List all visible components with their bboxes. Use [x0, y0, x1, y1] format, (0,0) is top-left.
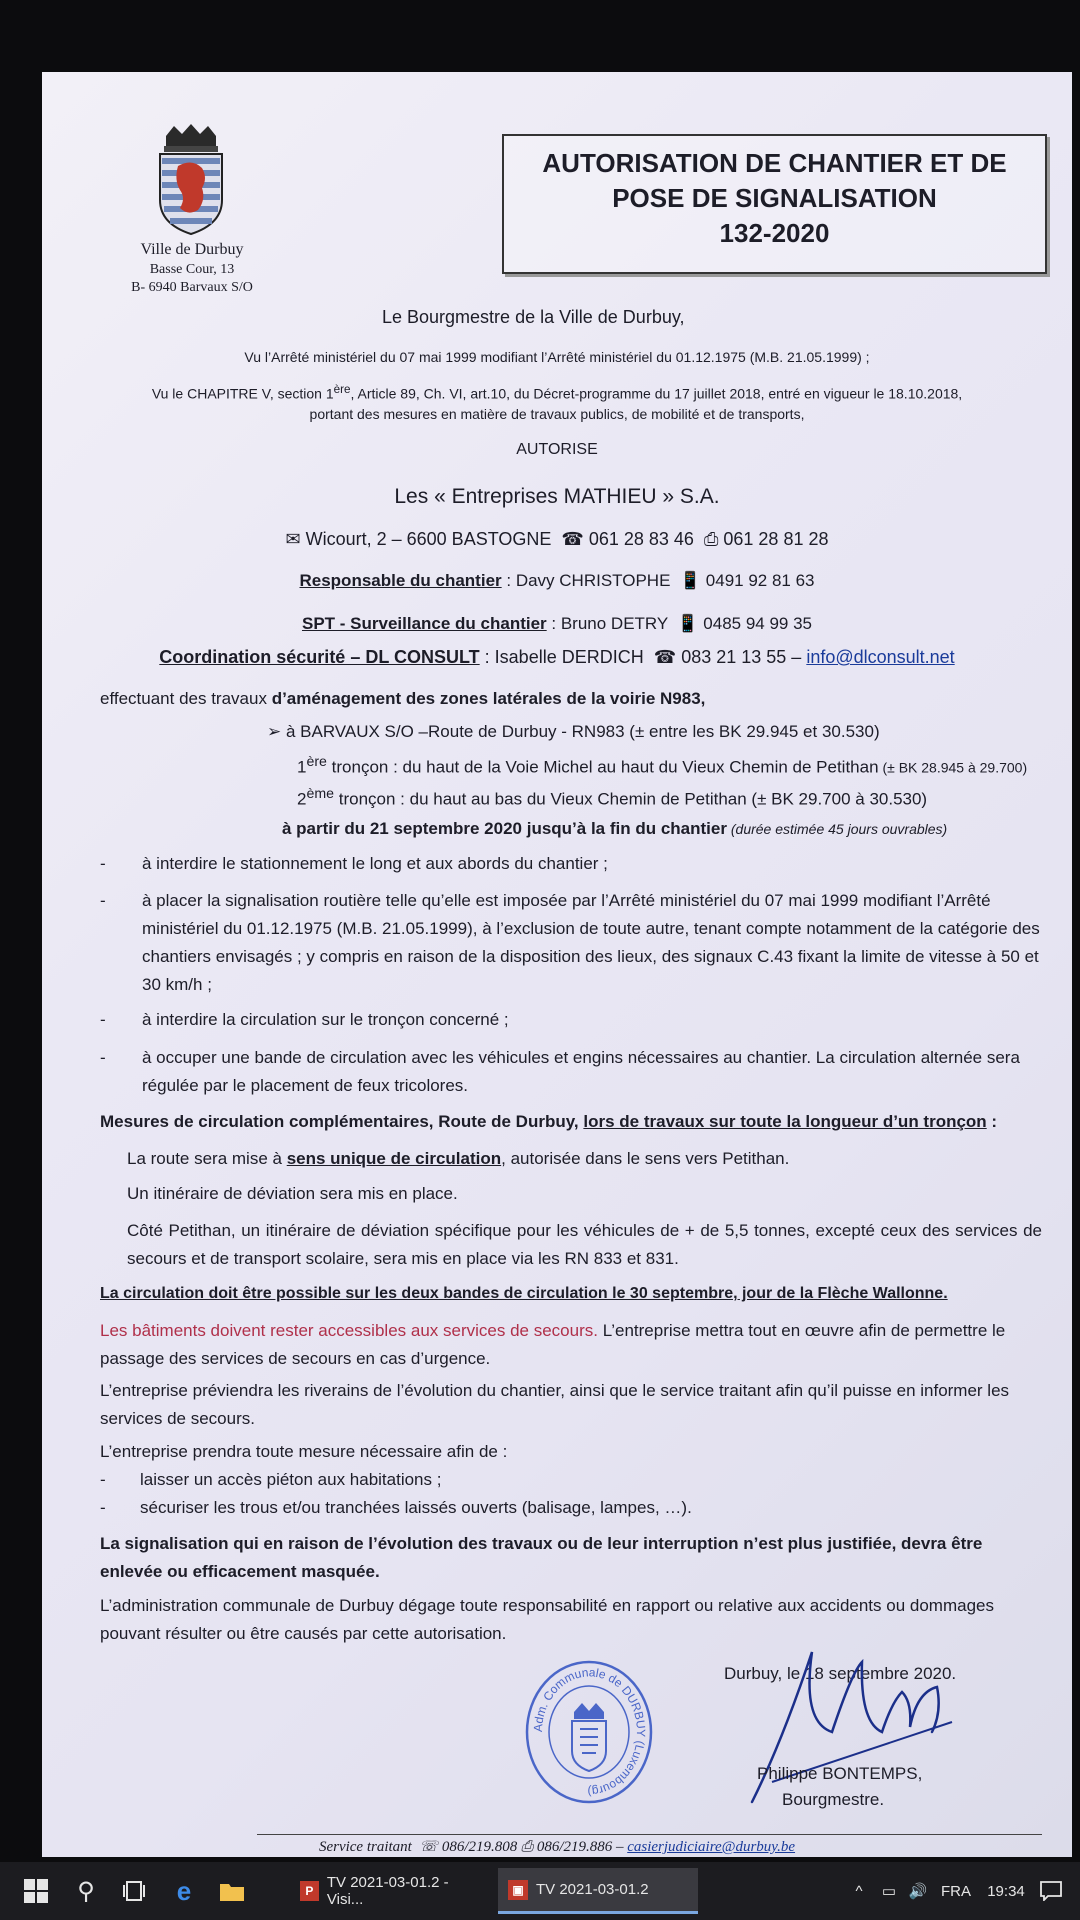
- address-line2: B- 6940 Barvaux S/O: [131, 279, 253, 295]
- troncon1-text: tronçon : du haut de la Voie Michel au haut du Vieux Chemin de Petithan: [326, 757, 879, 777]
- troncon-1: [297, 752, 1027, 780]
- bullet-2: - à placer la signalisation routière telle qu’elle est imposée par l’Arrêté ministériel du 07 mai 1999 modifiant l’Arrêté ministériel du 01.12.1975 (M.B. 21.05.1999), à l’exclusion de toute autre, tenant compte notamment de la catégorie des chantiers envisagés ; y compris en raison de la disposition des lieux, des signaux C.43 fixant la limite de vitesse à 50 et 30 km/h ;: [100, 891, 1040, 994]
- clock[interactable]: 19:34: [987, 1882, 1025, 1900]
- responsable-line: [42, 569, 1072, 594]
- mesures-c: :: [986, 1112, 998, 1131]
- route-1: [127, 1147, 1042, 1172]
- bullet-4-text: à occuper une bande de circulation avec les véhicules et engins nécessaires au chantier. La circulation alternée sera régulée par le placement de feux tricolores.: [142, 1048, 1020, 1095]
- phone-icon: ☏: [415, 1839, 439, 1855]
- arrow-bullet-icon: ➢: [267, 722, 286, 741]
- signalisation: La signalisation qui en raison de l’évolution des travaux ou de leur interruption n’est plus justifiée, devra être enlevée ou efficacement masquée.: [100, 1534, 983, 1581]
- footer-phone: 086/219.808: [438, 1839, 522, 1855]
- footer: [42, 1837, 1072, 1859]
- spt-name: : Bruno DETRY: [546, 614, 668, 633]
- mobile-icon: 📱: [672, 614, 699, 633]
- title-line1: AUTORISATION DE CHANTIER ET DE: [542, 148, 1007, 178]
- route1-c: , autorisée dans le sens vers Petithan.: [501, 1149, 790, 1168]
- battery-icon[interactable]: ▭: [881, 1883, 897, 1900]
- mesure-2: - sécuriser les trous et/ou tranchées laissés ouverts (balisage, lampes, …).: [100, 1498, 692, 1517]
- signer-title: Bourgmestre.: [782, 1790, 885, 1809]
- spt-gsm: 0485 94 99 35: [703, 614, 813, 633]
- city-address-block: [102, 240, 282, 297]
- taskbar-app-powerpoint-1[interactable]: [290, 1868, 490, 1914]
- vu-2-b: , Article 89, Ch. VI, art.10, du Décret-programme du 17 juillet 2018, entré en vigueur le 18.10.2018,: [350, 385, 963, 402]
- bullet-4: - à occuper une bande de circulation avec les véhicules et engins nécessaires au chantier. La circulation alternée sera régulée par le placement de feux tricolores.: [100, 1048, 1020, 1095]
- durbuy-crest-icon: [152, 122, 230, 237]
- vu-2-a: Vu le CHAPITRE V, section 1: [151, 385, 334, 402]
- works-a: effectuant des travaux: [100, 689, 272, 708]
- company-address: Wicourt, 2 – 6600 BASTOGNE: [305, 529, 552, 549]
- resp-label: Responsable du chantier: [299, 571, 502, 590]
- resp-name: : Davy CHRISTOPHE: [501, 571, 671, 590]
- edge-browser-icon[interactable]: e: [176, 1875, 192, 1906]
- resp-gsm: 0491 92 81 63: [705, 571, 815, 590]
- file-explorer-icon[interactable]: [214, 1874, 250, 1908]
- company-contact: [42, 526, 1072, 552]
- powerpoint-icon: P: [300, 1881, 319, 1901]
- mesure-intro: L’entreprise prendra toute mesure nécessaire afin de :: [100, 1442, 508, 1461]
- mesure-2-text: sécuriser les trous et/ou tranchées laissés ouverts (balisage, lampes, …).: [140, 1498, 692, 1517]
- vu-2: [42, 382, 1072, 404]
- vu-2-sup: ère: [333, 383, 351, 396]
- troncon1-sup: ère: [306, 754, 327, 770]
- batiments: [100, 1317, 1042, 1373]
- municipal-stamp: [522, 1657, 657, 1807]
- company-name: Les « Entreprises MATHIEU » S.A.: [394, 485, 720, 508]
- troncon2-sup: ème: [306, 786, 335, 802]
- route1-a: La route sera mise à: [127, 1149, 287, 1168]
- coord-phone: 083 21 13 55 –: [681, 647, 802, 667]
- mesures-b: lors de travaux sur toute la longueur d’un tronçon: [583, 1112, 987, 1131]
- vu-2-line2: portant des mesures en matière de travaux publics, de mobilité et de transports,: [309, 406, 805, 422]
- responsabilite: L’administration communale de Durbuy dégage toute responsabilité en rapport ou relative aux accidents ou dommages pouvant résulter ou être causés par cette autorisation.: [100, 1596, 994, 1643]
- spt-label: SPT - Surveillance du chantier: [301, 614, 547, 633]
- document-page: [42, 72, 1072, 1857]
- troncon2-text: tronçon : du haut au bas du Vieux Chemin de Petithan (± BK 29.700 à 30.530): [334, 789, 928, 809]
- date-line: Durbuy, le 18 septembre 2020.: [724, 1664, 957, 1683]
- troncon1-bk: (± BK 28.945 à 29.700): [878, 759, 1028, 776]
- language-indicator[interactable]: FRA: [941, 1882, 971, 1900]
- taskbar-app2-label: TV 2021-03-01.2: [536, 1881, 649, 1898]
- mobile-icon: 📱: [675, 571, 702, 590]
- footer-divider: [257, 1834, 1042, 1835]
- coord-email-link[interactable]: info@dlconsult.net: [806, 647, 955, 667]
- company-fax: 061 28 81 28: [723, 529, 829, 549]
- period-note: (durée estimée 45 jours ouvrables): [726, 821, 948, 837]
- bullet-1: - à interdire le stationnement le long et aux abords du chantier ;: [100, 854, 608, 873]
- bullet-1-text: à interdire le stationnement le long et aux abords du chantier ;: [142, 854, 608, 873]
- title-line2: POSE DE SIGNALISATION: [612, 183, 937, 214]
- volume-icon[interactable]: 🔊: [908, 1883, 928, 1900]
- footer-label: Service traitant: [318, 1839, 412, 1855]
- mesures-heading: [100, 1110, 1042, 1135]
- coord-label: Coordination sécurité – DL CONSULT: [159, 647, 480, 667]
- troncon2-n: 2: [297, 789, 307, 809]
- coord-name: : Isabelle DERDICH: [479, 647, 644, 667]
- batiments-red: Les bâtiments doivent rester accessibles aux services de secours.: [100, 1321, 598, 1340]
- route1-b: sens unique de circulation: [286, 1149, 502, 1168]
- taskbar-app1-label: TV 2021-03-01.2 - Visi...: [326, 1874, 449, 1908]
- riverains: L’entreprise préviendra les riverains de l’évolution du chantier, ainsi que le service traitant afin qu’il puisse en informer les services de secours.: [100, 1381, 1010, 1428]
- route-3: Côté Petithan, un itinéraire de déviation spécifique pour les véhicules de + de 5,5 tonnes, excepté ceux des services de secours et de transport scolaire, sera mis en place via les RN 833 et 831.: [127, 1221, 1042, 1268]
- title-line3: 132-2020: [719, 218, 830, 249]
- stamp-text: Adm. Communale de DURBUY (Luxembourg): [530, 1665, 649, 1799]
- period-line: [282, 817, 947, 842]
- troncon1-n: 1: [297, 757, 307, 777]
- mesures-a: Mesures de circulation complémentaires, Route de Durbuy,: [100, 1112, 584, 1131]
- chevron-up-icon[interactable]: ^: [855, 1882, 863, 1900]
- city-name: Ville de Durbuy: [140, 241, 244, 258]
- company-phone: 061 28 83 46: [588, 529, 694, 549]
- location-line: [267, 720, 880, 745]
- task-view-icon[interactable]: [116, 1874, 152, 1908]
- troncon-2: [297, 784, 927, 812]
- phone-icon: ☎: [556, 529, 584, 549]
- period-text: à partir du 21 septembre 2020 jusqu’à la fin du chantier: [282, 819, 727, 838]
- search-icon[interactable]: ⚲: [77, 1877, 95, 1905]
- taskbar-app-powerpoint-2[interactable]: [498, 1868, 698, 1914]
- title-box: [502, 134, 1047, 274]
- autorise: AUTORISE: [516, 441, 598, 458]
- address-line1: Basse Cour, 13: [149, 261, 235, 277]
- spt-line: [42, 612, 1072, 637]
- works-b: d’aménagement des zones latérales de la voirie N983,: [271, 689, 706, 708]
- signer-name: Philippe BONTEMPS,: [757, 1764, 923, 1783]
- mesure-1-text: laisser un accès piéton aux habitations ;: [140, 1470, 442, 1489]
- coordination-line: [42, 644, 1072, 670]
- phone-icon: ☎: [648, 647, 677, 667]
- location-text: à BARVAUX S/O –Route de Durbuy - RN983 (± entre les BK 29.945 et 30.530): [285, 722, 880, 741]
- notification-icon[interactable]: [1036, 1874, 1066, 1908]
- fleche-wallonne: La circulation doit être possible sur les deux bandes de circulation le 30 septembre, jour de la Flèche Wallonne.: [100, 1285, 948, 1302]
- footer-email-link[interactable]: casierjudiciaire@durbuy.be: [627, 1839, 796, 1855]
- footer-fax: 086/219.886 –: [533, 1839, 628, 1855]
- bullet-3-text: à interdire la circulation sur le tronçon concerné ;: [142, 1010, 509, 1029]
- intro: Le Bourgmestre de la Ville de Durbuy,: [382, 307, 685, 327]
- envelope-icon: ✉: [285, 529, 301, 549]
- windows-start-icon[interactable]: [18, 1874, 54, 1908]
- bullet-3: - à interdire la circulation sur le tronçon concerné ;: [100, 1010, 509, 1029]
- route-2: Un itinéraire de déviation sera mis en place.: [127, 1184, 458, 1203]
- works-line: [100, 687, 705, 712]
- fax-icon: ⎙: [698, 529, 719, 549]
- bullet-2-text: à placer la signalisation routière telle qu’elle est imposée par l’Arrêté ministériel du 07 mai 1999 modifiant l’Arrêté ministériel du 01.12.1975 (M.B. 21.05.1999), à l’exclusion de toute autre, tenant compte notamment de la catégorie des chantiers envisagés ; y compris en raison de la disposition des lieux, des signaux C.43 fixant la limite de vitesse à 50 et 30 km/h ;: [142, 891, 1040, 994]
- fax-icon: ⎙: [521, 1839, 534, 1855]
- slideshow-icon: ▣: [508, 1880, 528, 1900]
- vu-1: Vu l’Arrêté ministériel du 07 mai 1999 modifiant l’Arrêté ministériel du 01.12.1975 (M.B. 21.05.1999) ;: [244, 349, 870, 365]
- batiments-rest: L’entreprise mettra tout en œuvre afin de permettre le passage des services de secours en cas d’urgence.: [100, 1321, 1006, 1368]
- taskbar: [0, 1862, 1080, 1920]
- mesure-1: - laisser un accès piéton aux habitations ;: [100, 1470, 442, 1489]
